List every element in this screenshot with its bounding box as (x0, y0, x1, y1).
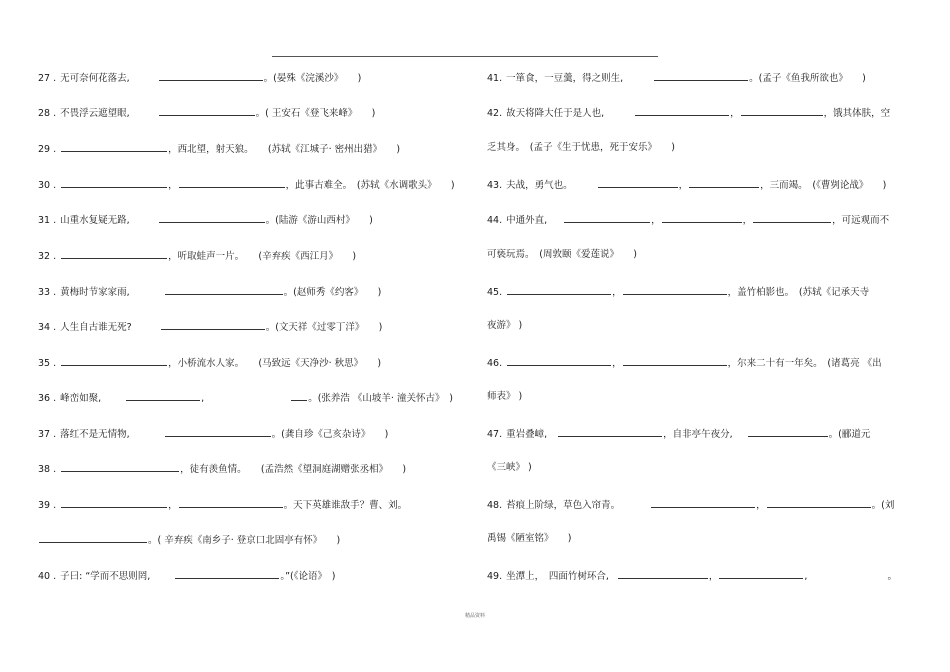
answer-blank[interactable] (623, 356, 727, 366)
answer-blank[interactable] (507, 285, 611, 295)
question-39-continued: 。( 辛弃疾《南乡子· 登京口北固亭有怀》 ) (38, 533, 340, 547)
answer-blank[interactable] (61, 249, 167, 259)
answer-blank[interactable] (165, 427, 271, 437)
answer-blank[interactable] (291, 391, 307, 401)
question-41: 41. 一箪食，一豆羹，得之则生, 。(孟子《鱼我所欲也》 ) (487, 73, 866, 84)
answer-blank[interactable] (623, 285, 727, 295)
question-42-continued: 乏其身。 (孟子《生于忧患，死于安乐》 ) (487, 142, 675, 153)
answer-blank[interactable] (61, 498, 167, 508)
answer-blank[interactable] (719, 569, 803, 579)
answer-blank[interactable] (558, 427, 662, 437)
question-30: 30 . ， ，此事古难全。 (苏轼《水调歌头》 ) (38, 180, 455, 191)
answer-blank[interactable] (651, 498, 755, 508)
question-32: 32 . ，听取蛙声一片。 (辛弃疾《西江月》 ) (38, 251, 357, 262)
question-33: 33 . 黄梅时节家家雨, 。(赵师秀《约客》 ) (38, 287, 382, 298)
question-47: 47. 重岩叠嶂, ，自非亭午夜分, 。(郦道元 (487, 429, 871, 440)
answer-blank[interactable] (507, 356, 611, 366)
answer-blank[interactable] (179, 498, 283, 508)
answer-blank[interactable] (61, 178, 167, 188)
answer-blank[interactable] (741, 106, 823, 116)
answer-blank[interactable] (618, 569, 708, 579)
question-48: 48. 苔痕上阶绿，草色入帘青。 ， 。(刘 (487, 500, 895, 511)
question-48-continued: 禹锡《陋室铭》 ) (487, 533, 572, 544)
answer-blank[interactable] (126, 391, 200, 401)
answer-blank[interactable] (159, 71, 263, 81)
answer-blank[interactable] (662, 213, 742, 223)
question-37: 37 . 落红不是无情物, 。(龚自珍《己亥杂诗》 ) (38, 429, 389, 440)
question-47-continued: 《三峡》 ) (487, 462, 532, 473)
answer-blank[interactable] (61, 356, 167, 366)
question-31: 31 . 山重水复疑无路, 。(陆游《游山西村》 ) (38, 215, 373, 226)
answer-blank[interactable] (159, 106, 255, 116)
answer-blank[interactable] (635, 106, 729, 116)
page-footer: 精品资料 (464, 613, 485, 619)
question-27: 27 . 无可奈何花落去, 。(晏殊《浣溪沙》 ) (38, 73, 362, 84)
question-42: 42. 故天将降大任于是人也, ， ，饿其体肤，空 (487, 108, 891, 119)
question-29: 29 . ，西北望，射天狼。 (苏轼《江城子· 密州出猎》 ) (38, 144, 401, 155)
answer-blank[interactable] (753, 213, 831, 223)
question-45-continued: 夜游》 ) (487, 320, 523, 331)
answer-blank[interactable] (61, 462, 179, 472)
question-44-continued: 可亵玩焉。 (周敦颐《爱莲说》 ) (487, 249, 637, 260)
answer-blank[interactable] (748, 427, 828, 437)
answer-blank[interactable] (161, 320, 265, 330)
answer-blank[interactable] (689, 178, 759, 188)
answer-blank[interactable] (165, 285, 283, 295)
question-49: 49. 坐潭上， 四面竹树环合, ， , 。 (487, 571, 897, 582)
answer-blank[interactable] (61, 142, 167, 152)
answer-blank[interactable] (175, 569, 279, 579)
answer-blank[interactable] (598, 178, 678, 188)
question-43: 43. 夫战，勇气也。 ， ，三而竭。 (《曹刿论战》 ) (487, 180, 887, 191)
question-38: 38 . ，徒有羡鱼情。 (孟浩然《望洞庭湖赠张丞相》 ) (38, 464, 407, 475)
header-rule (272, 56, 658, 57)
answer-blank[interactable] (767, 498, 871, 508)
answer-blank[interactable] (654, 71, 748, 81)
question-40: 40 . 子曰: “学而不思则罔, 。”(《论语》 ) (38, 571, 336, 582)
question-39: 39 . ， 。天下英雄谁敌手？曹、刘。 (38, 500, 408, 511)
question-36: 36 . 峰峦如聚, , 。(张养浩 《山坡羊· 潼关怀古》 ) (38, 393, 453, 404)
answer-blank[interactable] (39, 533, 147, 543)
answer-blank[interactable] (564, 213, 650, 223)
question-46: 46. ， ，尔来二十有一年矣。 (诸葛亮 《出 (487, 358, 882, 369)
question-45: 45. ， ，盖竹柏影也。 (苏轼《记承天寺 (487, 287, 870, 298)
question-34: 34 . 人生自古谁无死? 。(文天祥《过零丁洋》 ) (38, 322, 383, 333)
answer-blank[interactable] (179, 178, 285, 188)
question-46-continued: 师表》 ) (487, 391, 523, 402)
question-35: 35 . ，小桥流水人家。 (马致远《天净沙· 秋思》 ) (38, 358, 382, 369)
answer-blank[interactable] (159, 213, 265, 223)
question-28: 28 . 不畏浮云遮望眼, 。( 王安石《登飞来峰》 ) (38, 108, 376, 119)
question-44: 44. 中通外直, ， ， ，可远观而不 (487, 215, 890, 226)
